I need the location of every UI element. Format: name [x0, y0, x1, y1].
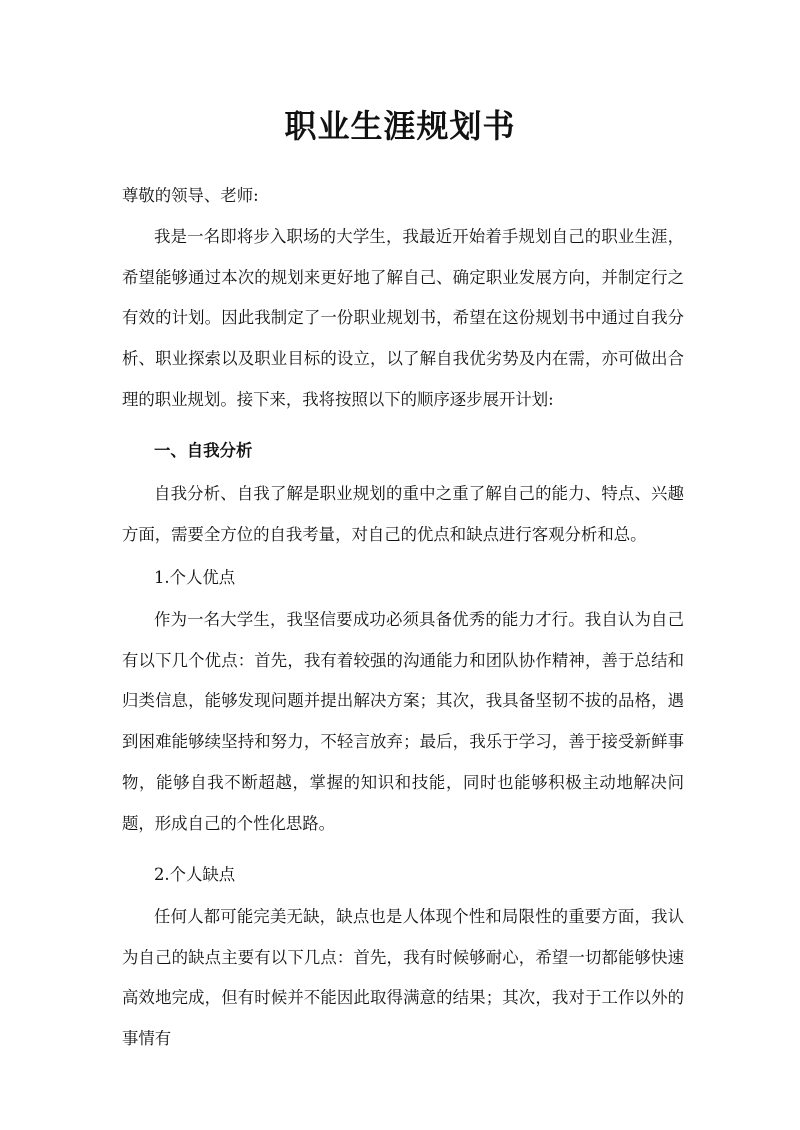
section-heading-self-analysis: 一、自我分析 — [154, 441, 253, 460]
subheading-strengths: 1.个人优点 — [154, 568, 236, 587]
subheading-weaknesses: 2.个人缺点 — [154, 865, 236, 884]
self-analysis-paragraph: 自我分析、自我了解是职业规划的重中之重了解自己的能力、特点、兴趣方面，需要全方位的自我考量，对自己的优点和缺点进行客观分析和总。 — [122, 484, 684, 544]
weaknesses-paragraph: 任何人都可能完美无缺，缺点也是人体现个性和局限性的重要方面，我认为自己的缺点主要有以下几点：首先，我有时候够耐心，希望一切都能够快速高效地完成，但有时候并不能因此取得满意的结果；其次，我对于工作以外的事情有 — [122, 907, 684, 1049]
document-title: 职业生涯规划书 — [284, 107, 516, 145]
intro-paragraph: 我是一名即将步入职场的大学生，我最近开始着手规划自己的职业生涯，希望能够通过本次的规划来更好地了解自己、确定职业发展方向，并制定行之有效的计划。因此我制定了一份职业规划书，希望在这份规划书中通过自我分析、职业探索以及职业目标的设立，以了解自我优劣势及内在需，亦可做出合理的职业规划。接下来，我将按照以下的顺序逐步展开计划: — [122, 227, 684, 409]
strengths-paragraph: 作为一名大学生，我坚信要成功必须具备优秀的能力才行。我自认为自己有以下几个优点：首先，我有着较强的沟通能力和团队协作精神，善于总结和归类信息，能够发现问题并提出解决方案；其次，我具备坚韧不拔的品格，遇到困难能够续坚持和努力，不轻言放弃；最后，我乐于学习，善于接受新鲜事物，能够自我不断超越，掌握的知识和技能，同时也能够积极主动地解决问题，形成自己的个性化思路。 — [122, 610, 684, 833]
greeting: 尊敬的领导、老师: — [122, 186, 259, 205]
